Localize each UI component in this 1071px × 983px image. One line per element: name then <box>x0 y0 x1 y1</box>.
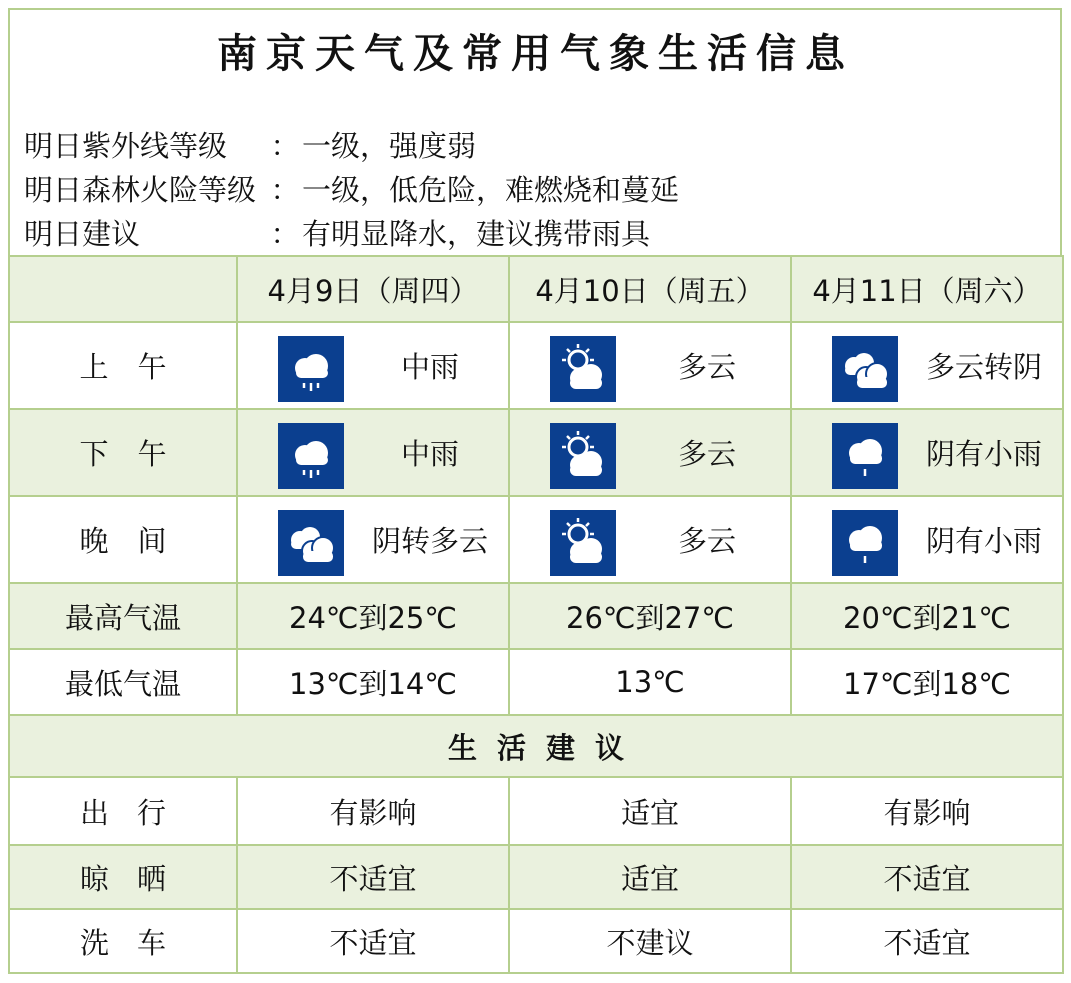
period-label: 上 午 <box>9 322 237 409</box>
period-label: 下 午 <box>9 409 237 496</box>
page-title: 南京天气及常用气象生活信息 <box>217 30 854 77</box>
weather-cell <box>791 496 1063 583</box>
sun-cloud-icon <box>550 336 616 402</box>
life-value: 有影响 <box>791 777 1063 845</box>
temp-value: 17℃到18℃ <box>791 649 1063 715</box>
info-sep: ： <box>270 217 300 251</box>
life-value: 有影响 <box>237 777 509 845</box>
day-header: 4月11日（周六） <box>791 256 1063 322</box>
info-label: 明日紫外线等级 <box>24 129 228 163</box>
period-row-evening <box>9 496 1063 583</box>
weather-cell <box>237 496 509 583</box>
info-fire <box>24 168 679 209</box>
weather-cell <box>791 409 1063 496</box>
life-value: 不适宜 <box>237 845 509 909</box>
weather-text: 中雨 <box>400 437 459 471</box>
life-value: 不建议 <box>509 909 791 973</box>
life-row-carwash <box>9 909 1063 973</box>
info-sep: ： <box>270 129 300 163</box>
period-row-afternoon <box>9 409 1063 496</box>
weather-text: 中雨 <box>400 350 459 384</box>
period-label: 晚 间 <box>9 496 237 583</box>
info-value: 一级，强度弱 <box>302 129 477 163</box>
section-title: 生活建议 <box>9 715 1063 777</box>
life-row-travel <box>9 777 1063 845</box>
temp-row-low <box>9 649 1063 715</box>
life-value: 不适宜 <box>237 909 509 973</box>
life-label: 出行 <box>9 777 237 845</box>
info-sep: ： <box>270 173 300 207</box>
corner-cell <box>9 256 237 322</box>
forecast-table <box>8 255 1064 974</box>
life-value: 不适宜 <box>791 909 1063 973</box>
temp-value: 13℃ <box>509 649 791 715</box>
light-rain-cloud-icon <box>832 423 898 489</box>
temp-row-high <box>9 583 1063 649</box>
info-label: 明日森林火险等级 <box>24 173 257 207</box>
info-value: 一级，低危险，难燃烧和蔓延 <box>302 173 680 207</box>
info-value: 有明显降水，建议携带雨具 <box>302 217 651 251</box>
day-header: 4月9日（周四） <box>237 256 509 322</box>
weather-text: 多云 <box>677 350 736 384</box>
weather-text: 多云 <box>677 437 736 471</box>
day-header-row <box>9 256 1063 322</box>
life-value: 不适宜 <box>791 845 1063 909</box>
weather-cell <box>509 409 791 496</box>
temp-value: 24℃到25℃ <box>237 583 509 649</box>
life-value: 适宜 <box>509 777 791 845</box>
life-label: 晾晒 <box>9 845 237 909</box>
rain-cloud-icon <box>278 423 344 489</box>
temp-label: 最低气温 <box>9 649 237 715</box>
life-section-row <box>9 715 1063 777</box>
temp-label: 最高气温 <box>9 583 237 649</box>
weather-cell <box>237 322 509 409</box>
weather-text: 多云转阴 <box>925 350 1042 384</box>
life-row-drying <box>9 845 1063 909</box>
light-rain-cloud-icon <box>832 510 898 576</box>
sun-cloud-icon <box>550 423 616 489</box>
weather-text: 多云 <box>677 524 736 558</box>
weather-cell <box>791 322 1063 409</box>
period-row-morning <box>9 322 1063 409</box>
temp-value: 26℃到27℃ <box>509 583 791 649</box>
weather-text: 阴有小雨 <box>925 524 1042 558</box>
info-label: 明日建议 <box>24 217 141 251</box>
double-cloud-icon <box>832 336 898 402</box>
life-value: 适宜 <box>509 845 791 909</box>
info-advice <box>24 212 650 253</box>
temp-value: 20℃到21℃ <box>791 583 1063 649</box>
sun-cloud-icon <box>550 510 616 576</box>
info-uv <box>24 124 476 165</box>
temp-value: 13℃到14℃ <box>237 649 509 715</box>
weather-text: 阴转多云 <box>371 524 488 558</box>
rain-cloud-icon <box>278 336 344 402</box>
day-header: 4月10日（周五） <box>509 256 791 322</box>
double-cloud-icon <box>278 510 344 576</box>
weather-cell <box>237 409 509 496</box>
weather-cell <box>509 496 791 583</box>
weather-cell <box>509 322 791 409</box>
weather-text: 阴有小雨 <box>925 437 1042 471</box>
life-label: 洗车 <box>9 909 237 973</box>
